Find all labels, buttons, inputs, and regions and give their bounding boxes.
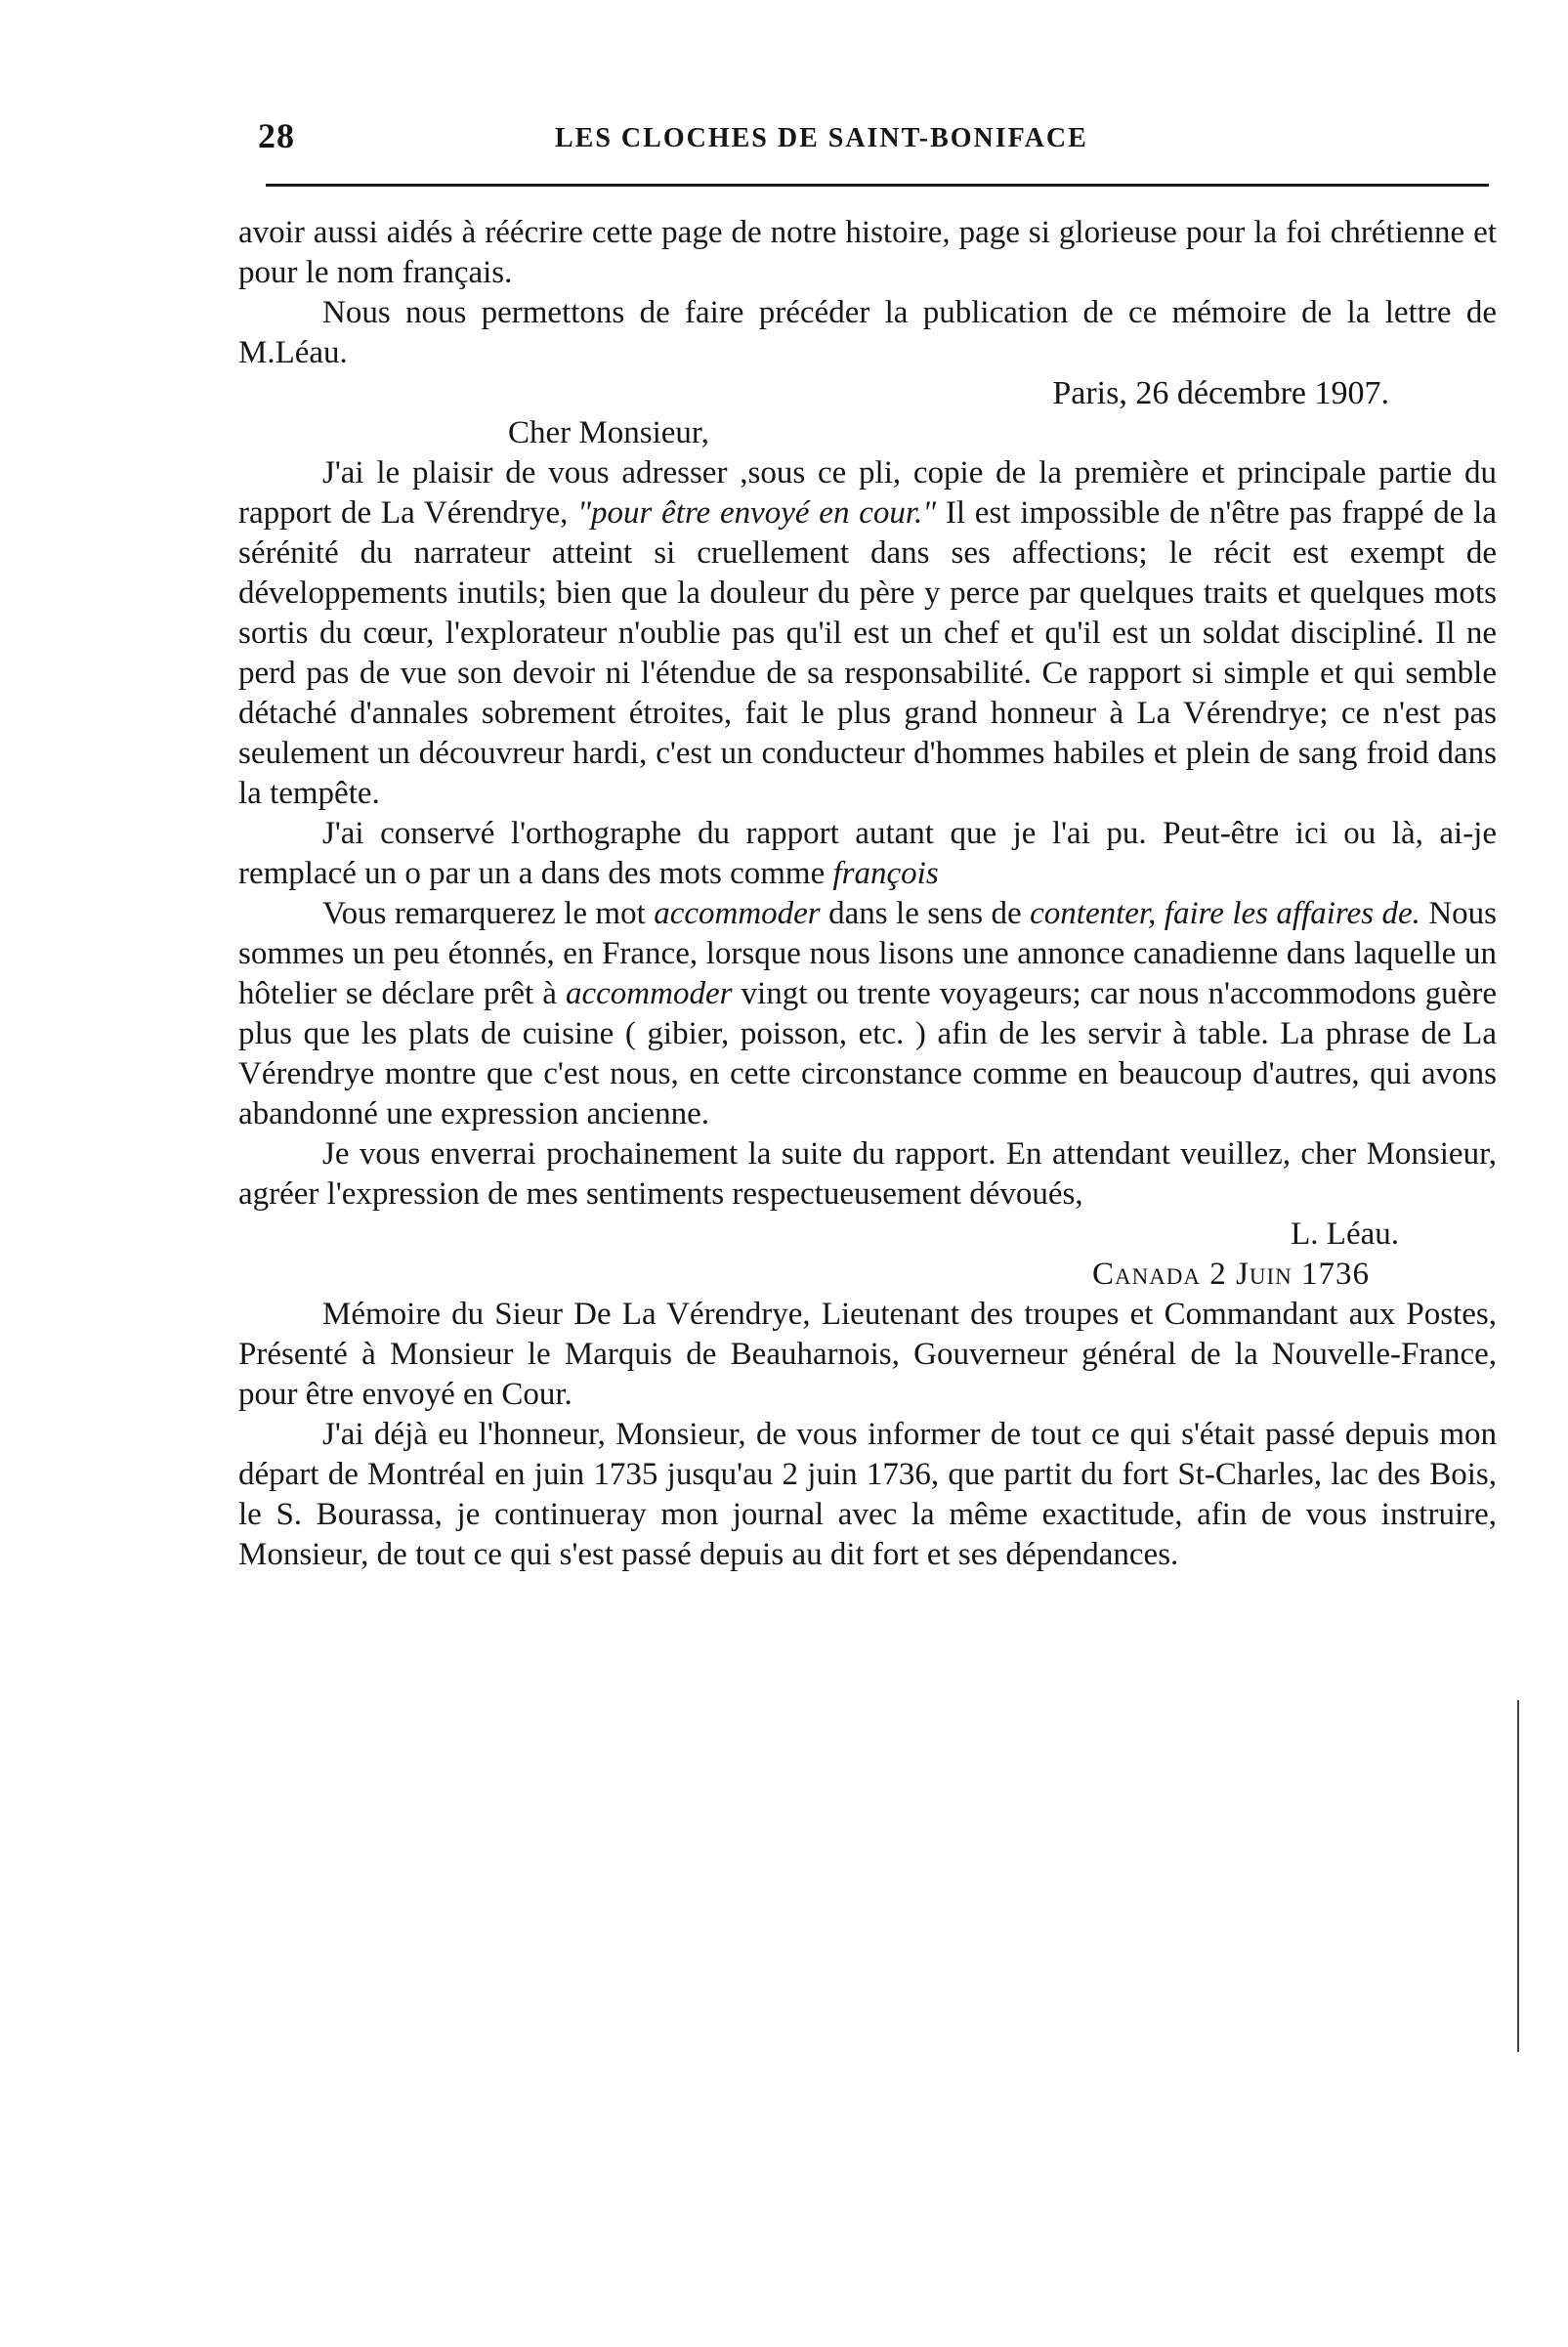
letter-p3-text-c: Nous sommes un peu étonnés, en France, lorsque nous lisons une annonce canadienne dans laquelle un hôtelier se déclare prêt à bbox=[238, 896, 1497, 1011]
running-title: LES CLOCHES DE SAINT-BONIFACE bbox=[555, 123, 1088, 153]
letter-p3-text-d: vingt ou trente voyageurs; car nous n'accommodons guère plus que les plats de cuisine ( gibier, poisson, etc. ) afin de les servir à table. La phrase de La Vérendrye montre que c'est nous, en cette circonstance comme en beaucoup d'autres, qui avons abandonné une expression ancienne. bbox=[238, 976, 1497, 1131]
letter-p2-italic: françois bbox=[832, 856, 939, 891]
letter-paragraph-3 bbox=[238, 894, 1497, 1134]
memoire-dateline: Canada 2 Juin 1736 bbox=[1091, 1257, 1370, 1292]
header-rule bbox=[266, 184, 1489, 187]
letter-p1-italic: "pour être envoyé en cour." bbox=[577, 495, 937, 531]
intro-paragraph: Nous nous permettons de faire précéder la publication de ce mémoire de la lettre de M.Léau. bbox=[238, 295, 1497, 370]
letter-p1-text-a: J'ai le plaisir de vous adresser ,sous ce pli, copie de la première et principale partie du rapport de La Vérendrye, bbox=[238, 455, 1497, 531]
letter-p1-text-b: Il est impossible de n'être pas frappé de la sérénité du narrateur atteint si cruellement dans ses affections; le récit est exempt de développements inutils; bien que la douleur du père y perce par quelques traits et quelques mots sortis du cœur, l'explorateur n'oublie pas qu'il est un chef et qu'il est un soldat discipliné. Il ne perd pas de vue son devoir ni l'étendue de sa responsabilité. Ce rapport si simple et qui semble détaché d'annales sobrement étroites, fait le plus grand honneur à La Vérendrye; ce n'est pas seulement un découvreur hardi, c'est un conducteur d'hommes habiles et plein de sang froid dans la tempête. bbox=[238, 495, 1497, 811]
letter-salutation: Cher Monsieur, bbox=[508, 415, 709, 450]
letter-p3-italic-1: accommoder bbox=[654, 896, 821, 931]
letter-paragraph-1 bbox=[238, 453, 1497, 814]
letter-paragraph-2 bbox=[238, 814, 1497, 894]
body-text bbox=[238, 213, 1497, 1575]
letter-p2-text: J'ai conservé l'orthographe du rapport autant que je l'ai pu. Peut-être ici ou là, ai-je remplacé un o par un a dans des mots comme bbox=[238, 816, 1497, 891]
scan-edge-mark bbox=[1517, 1700, 1519, 2052]
continued-paragraph: avoir aussi aidés à réécrire cette page de notre histoire, page si glorieuse pour la foi chrétienne et pour le nom français. bbox=[238, 215, 1497, 290]
page-number: 28 bbox=[258, 116, 295, 155]
letter-date: Paris, 26 décembre 1907. bbox=[1052, 375, 1389, 411]
letter-signature: L. Léau. bbox=[1291, 1216, 1399, 1252]
letter-p3-text-a: Vous remarquerez le mot bbox=[322, 896, 655, 931]
letter-paragraph-4: Je vous enverrai prochainement la suite du rapport. En attendant veuillez, cher Monsieur, agréer l'expression de mes sentiments respectueusement dévoués, bbox=[238, 1136, 1497, 1212]
memoire-paragraph-1: Mémoire du Sieur De La Vérendrye, Lieutenant des troupes et Commandant aux Postes, Présenté à Monsieur le Marquis de Beauharnois, Gouverneur général de la Nouvelle-France, pour être envoyé en Cour. bbox=[238, 1297, 1497, 1412]
letter-p3-italic-3: accommoder bbox=[566, 976, 733, 1011]
letter-p3-text-b: dans le sens de bbox=[820, 896, 1031, 931]
letter-p3-italic-2: contenter, faire les affaires de. bbox=[1030, 896, 1420, 931]
page-header bbox=[256, 115, 1491, 174]
memoire-paragraph-2: J'ai déjà eu l'honneur, Monsieur, de vous informer de tout ce qui s'était passé depuis mon départ de Montréal en juin 1735 jusqu'au 2 juin 1736, que partit du fort St-Charles, lac des Bois, le S. Bourassa, je continueray mon journal avec la même exactitude, afin de vous instruire, Monsieur, de tout ce qui s'est passé depuis au dit fort et ses dépendances. bbox=[238, 1417, 1497, 1572]
